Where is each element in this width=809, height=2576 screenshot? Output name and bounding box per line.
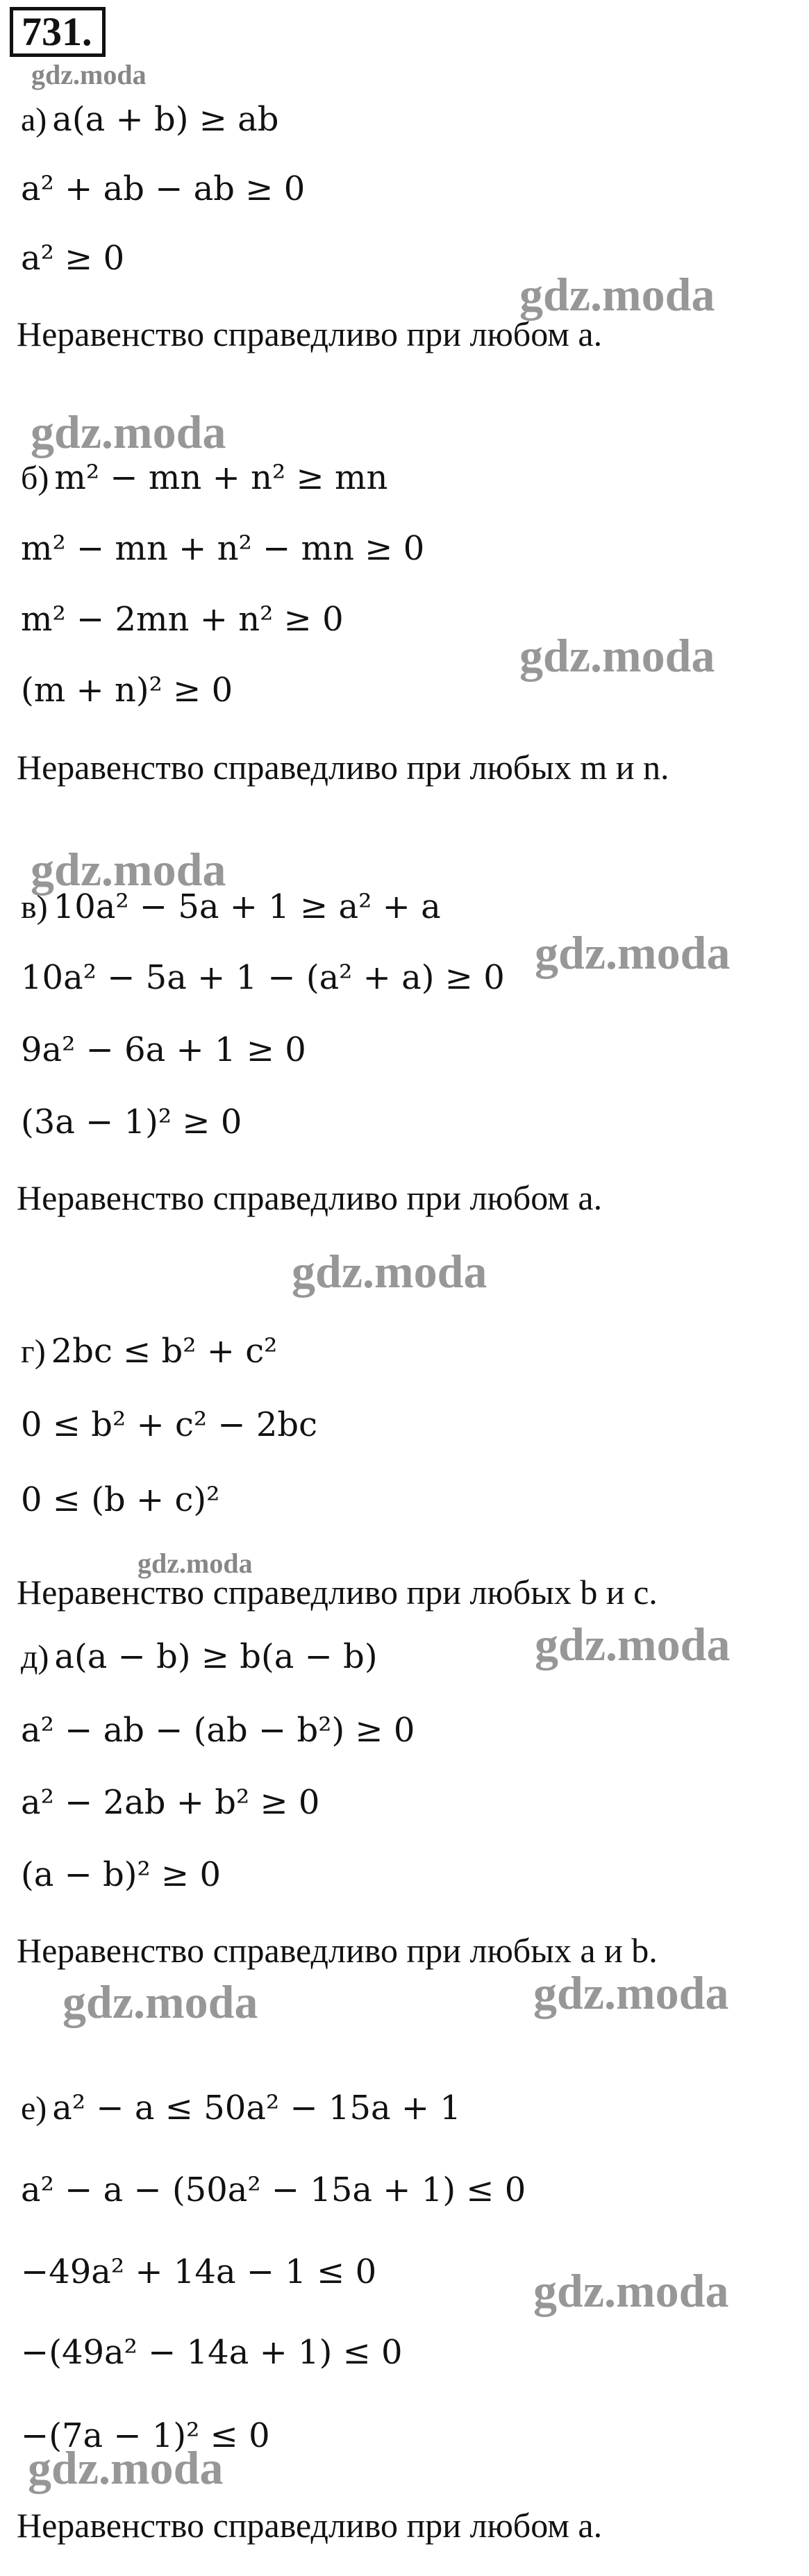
watermark: gdz.moda (535, 1618, 731, 1671)
equation-line: a² − 2ab + b² ≥ 0 (21, 1783, 320, 1822)
equation-line (21, 2083, 461, 2133)
equation-line: a² + ab − ab ≥ 0 (21, 169, 306, 208)
equation-line: a² − ab − (ab − b²) ≥ 0 (21, 1711, 415, 1750)
watermark: gdz.moda (28, 2441, 224, 2494)
equation-line: 0 ≤ b² + c² − 2bc (21, 1405, 317, 1444)
section-label: г) (21, 1333, 46, 1370)
equation-text: a(a + b) ≥ ab (52, 100, 279, 139)
equation-line: (m + n)² ≥ 0 (21, 671, 233, 710)
conclusion-text: Неравенство справедливо при любом a. (17, 315, 603, 353)
equation-line: −(49a² − 14a + 1) ≤ 0 (21, 2333, 403, 2372)
equation-line: a² − a − (50a² − 15a + 1) ≤ 0 (21, 2171, 526, 2209)
equation-line (21, 1326, 277, 1376)
equation-line: m² − mn + n² − mn ≥ 0 (21, 529, 425, 568)
equation-line: (a − b)² ≥ 0 (21, 1855, 222, 1894)
equation-line: 9a² − 6a + 1 ≥ 0 (21, 1030, 306, 1069)
equation-line (21, 453, 387, 503)
watermark: gdz.moda (31, 59, 147, 90)
section-label: а) (21, 101, 47, 138)
watermark: gdz.moda (31, 405, 226, 458)
conclusion-text: Неравенство справедливо при любых b и c. (17, 1573, 658, 1612)
conclusion-text: Неравенство справедливо при любых a и b. (17, 1931, 658, 1970)
equation-text: a(a − b) ≥ b(a − b) (54, 1637, 378, 1676)
watermark: gdz.moda (519, 268, 715, 321)
watermark: gdz.moda (31, 843, 226, 896)
equation-line (21, 882, 441, 932)
equation-line: a² ≥ 0 (21, 239, 125, 278)
section-label: е) (21, 2090, 47, 2127)
watermark: gdz.moda (62, 1975, 258, 2028)
task-number-box: 731. (10, 7, 106, 57)
equation-line: 0 ≤ (b + c)² (21, 1480, 220, 1519)
equation-text: 2bc ≤ b² + c² (51, 1332, 278, 1371)
equation-line: (3a − 1)² ≥ 0 (21, 1103, 242, 1141)
section-label: б) (21, 460, 49, 496)
equation-text: a² − a ≤ 50a² − 15a + 1 (52, 2089, 461, 2127)
watermark: gdz.moda (535, 926, 731, 979)
section-label: в) (21, 889, 48, 926)
equation-line (21, 94, 279, 144)
watermark: gdz.moda (292, 1245, 487, 1298)
equation-line: −(7a − 1)² ≤ 0 (21, 2416, 270, 2455)
watermark: gdz.moda (137, 1548, 253, 1579)
conclusion-text: Неравенство справедливо при любых m и n. (17, 748, 669, 787)
conclusion-text: Неравенство справедливо при любом a. (17, 1178, 603, 1217)
watermark: gdz.moda (519, 629, 715, 682)
equation-line: 10a² − 5a + 1 − (a² + a) ≥ 0 (21, 958, 505, 997)
equation-text: m² − mn + n² ≥ mn (54, 458, 388, 497)
watermark: gdz.moda (533, 1966, 729, 2019)
equation-line: −49a² + 14a − 1 ≤ 0 (21, 2252, 377, 2291)
equation-line: m² − 2mn + n² ≥ 0 (21, 600, 344, 639)
conclusion-text: Неравенство справедливо при любом a. (17, 2506, 603, 2545)
section-label: д) (21, 1639, 49, 1675)
watermark: gdz.moda (533, 2264, 729, 2317)
equation-line (21, 1632, 378, 1682)
equation-text: 10a² − 5a + 1 ≥ a² + a (53, 887, 441, 926)
